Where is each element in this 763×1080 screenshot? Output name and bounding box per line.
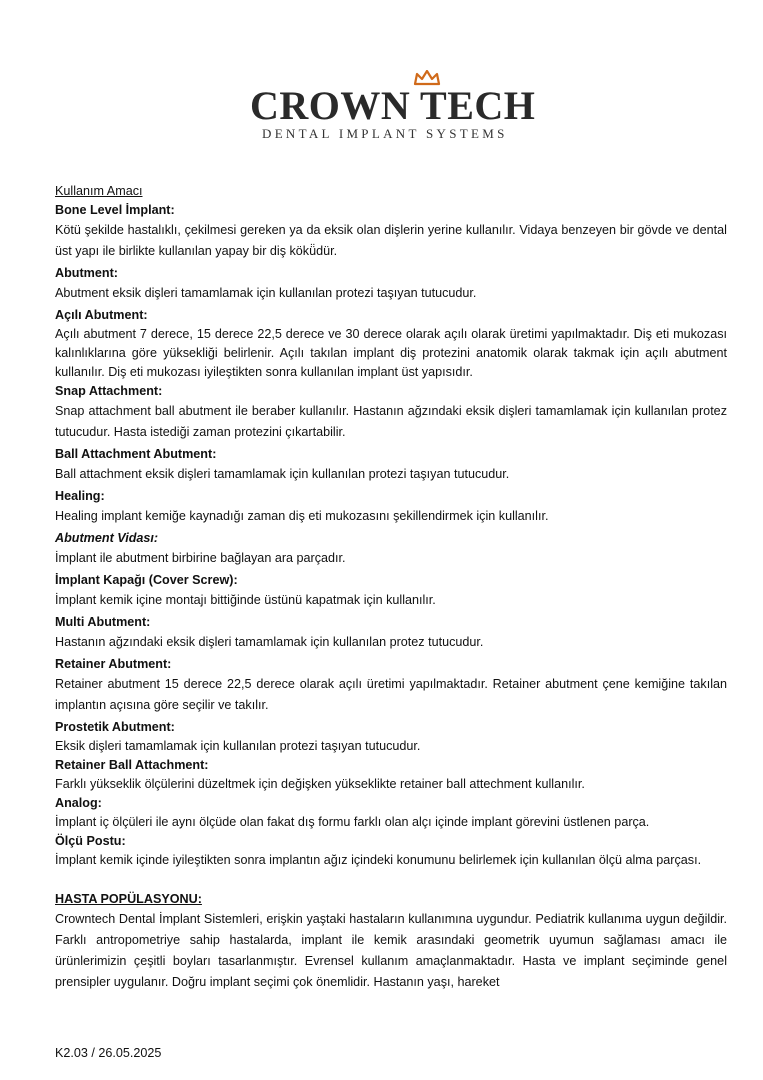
population-title: HASTA POPÜLASYONU: — [55, 892, 202, 906]
item-title: Abutment: — [55, 266, 118, 280]
document-body — [55, 182, 727, 993]
item-title: Açılı Abutment: — [55, 308, 148, 322]
item-text: Açılı abutment 7 derece, 15 derece 22,5 derece ve 30 derece olarak açılı olarak üretimi yapılmaktadır. Diş eti mukozası kalınlıklarına göre yüksekliği belirlenir. Açılı takılan implant diş protezini anatomik olarak takmak için açılı abutment kullanılır. Diş eti mukozası iyileştikten sonra kullanılan implant üst yapısıdır. — [55, 327, 727, 379]
item-title: Ölçü Postu: — [55, 834, 126, 848]
item-text: Abutment eksik dişleri tamamlamak için kullanılan protezi taşıyan tutucudur. — [55, 286, 477, 300]
item-title: Retainer Abutment: — [55, 657, 172, 671]
item-text: İmplant kemik içine montajı bittiğinde üstünü kapatmak için kullanılır. — [55, 593, 436, 607]
item-text: İmplant iç ölçüleri ile aynı ölçüde olan fakat dış formu farklı olan alçı içinde implant görevini üstlenen parça. — [55, 815, 650, 829]
item-title: Retainer Ball Attachment: — [55, 758, 209, 772]
item-text: Snap attachment ball abutment ile beraber kullanılır. Hastanın ağzındaki eksik dişleri tamamlamak için kullanılan protez tutucudur. Hasta istediği zaman protezini çıkartabilir. — [55, 404, 727, 439]
logo-tagline: DENTAL IMPLANT SYSTEMS — [262, 126, 508, 141]
logo-brand: CROWN TECH — [250, 83, 536, 128]
item-title: Ball Attachment Abutment: — [55, 447, 217, 461]
item-text: Kötü şekilde hastalıklı, çekilmesi gereken ya da eksik olan dişlerin yerine kullanılır. Vidaya benzeyen bir gövde ve dental üst yapı ile birlikte kullanılan yapay bir diş kökü̈dür. — [55, 223, 727, 258]
item-title: Analog: — [55, 796, 102, 810]
usage-title: Kullanım Amacı — [55, 184, 143, 198]
item-text: Farklı yükseklik ölçülerini düzeltmek için değişken yükseklikte retainer ball attechment kullanılır. — [55, 777, 585, 791]
item-title: Snap Attachment: — [55, 384, 163, 398]
item-text: Retainer abutment 15 derece 22,5 derece olarak açılı üretimi yapılmaktadır. Retainer abutment çene kemiğine takılan implantın açısına göre seçilir ve takılır. — [55, 677, 727, 712]
item-text: İmplant ile abutment birbirine bağlayan ara parçadır. — [55, 551, 346, 565]
item-text: Healing implant kemiğe kaynadığı zaman diş eti mukozasını şekillendirmek için kullanılır. — [55, 509, 549, 523]
item-title: İmplant Kapağı (Cover Screw): — [55, 573, 238, 587]
item-title: Healing: — [55, 489, 105, 503]
item-title: Prostetik Abutment: — [55, 720, 175, 734]
item-text: İmplant kemik içinde iyileştikten sonra implantın ağız içindeki konumunu belirlemek için kullanılan ölçü alma parçası. — [55, 853, 702, 867]
item-title: Multi Abutment: — [55, 615, 151, 629]
item-title: Abutment Vidası: — [55, 531, 159, 545]
item-text: Ball attachment eksik dişleri tamamlamak için kullanılan protezi taşıyan tutucudur. — [55, 467, 510, 481]
item-text: Eksik dişleri tamamlamak için kullanılan protezi taşıyan tutucudur. — [55, 739, 421, 753]
item-title: Bone Level İmplant: — [55, 203, 175, 217]
population-text: Crowntech Dental İmplant Sistemleri, erişkin yaştaki hastaların kullanımına uygundur. Pediatrik kullanıma uygun değildir. Farklı antropometriye sahip hastalarda, implant ile kemik arasındaki geometrik uyumun sağlaması amacı ile ürünlerimizin çeşitli boyları tasarlanmıştır. Evrensel kullanım amaçlanmaktadır. Hasta ve implant seçiminde genel prensipler uygulanır. Doğru implant seçimi çok önemlidir. Hastanın yaşı, hareket — [55, 912, 727, 989]
document-code: K2.03 / 26.05.2025 — [55, 1046, 162, 1060]
item-text: Hastanın ağzındaki eksik dişleri tamamlamak için kullanılan protez tutucudur. — [55, 635, 484, 649]
crowntech-logo — [250, 70, 536, 142]
